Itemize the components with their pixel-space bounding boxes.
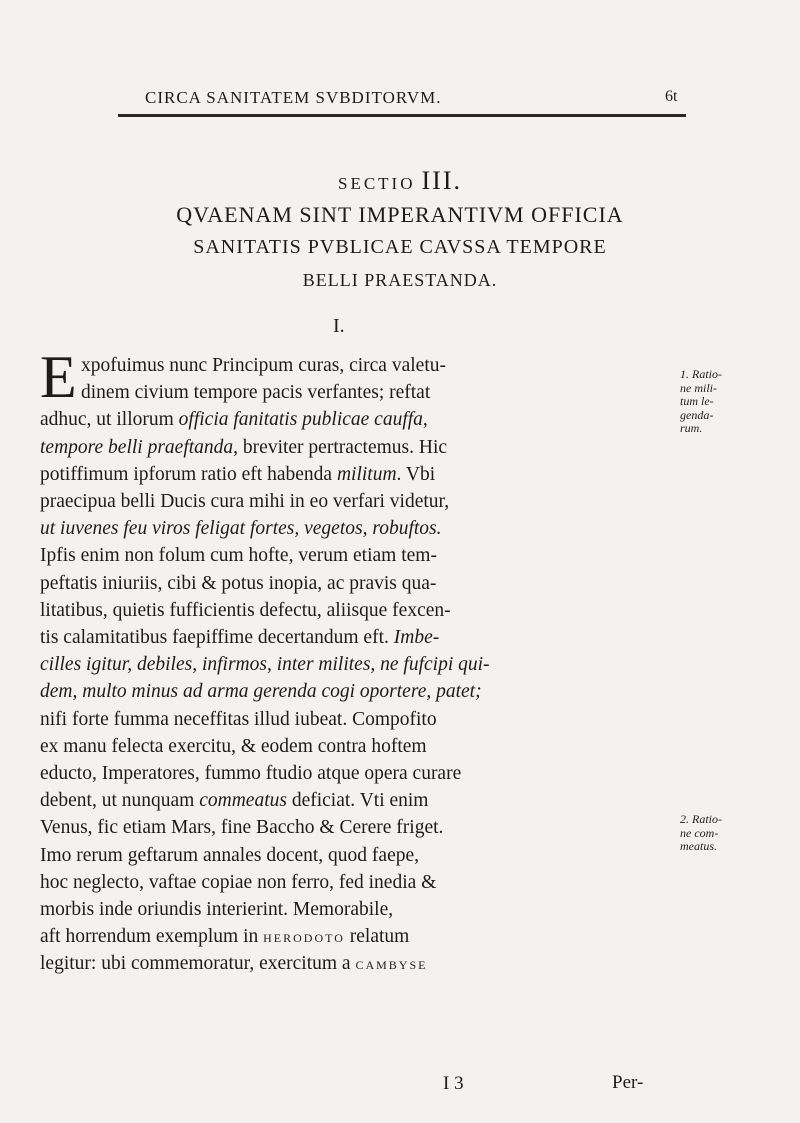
- text-line: cilles igitur, debiles, infirmos, inter milites, ne fufcipi qui-: [40, 654, 490, 676]
- section-label: SECTIO: [338, 174, 416, 193]
- paragraph-number: I.: [333, 315, 345, 337]
- text-line: aft horrendum exemplum in herodoto relatum: [40, 926, 410, 948]
- text-line: nifi forte fumma neceffitas illud iubeat. Compofito: [40, 708, 437, 730]
- text-line: peftatis iniuriis, cibi & potus inopia, ac pravis qua-: [40, 572, 437, 594]
- text-line: dinem civium tempore pacis verfantes; reftat: [81, 382, 431, 404]
- drop-cap: E: [40, 344, 77, 410]
- title-line-1: QVAENAM SINT IMPERANTIVM OFFICIA: [176, 202, 624, 227]
- title-line-2: SANITATIS PVBLICAE CAVSSA TEMPORE: [193, 236, 607, 258]
- running-title: CIRCA SANITATEM SVBDITORVM.: [145, 88, 442, 107]
- body-text: [40, 352, 670, 978]
- text-line: educto, Imperatores, fummo ftudio atque opera curare: [40, 763, 462, 785]
- text-line: potiffimum ipforum ratio eft habenda militum. Vbi: [40, 463, 436, 485]
- title-line-3: BELLI PRAESTANDA.: [302, 270, 498, 290]
- text-line: dem, multo minus ad arma gerenda cogi oportere, patet;: [40, 681, 482, 703]
- text-line: morbis inde oriundis interierint. Memorabile,: [40, 899, 394, 921]
- text-span: , breviter pertractemus. Hic: [233, 436, 448, 458]
- catchword: Per-: [612, 1072, 644, 1093]
- header-rule: [118, 114, 686, 117]
- text-line: debent, ut nunquam commeatus deficiat. Vti enim: [40, 790, 429, 812]
- text-line: adhuc, ut illorum officia fanitatis publicae cauffa,: [40, 409, 428, 431]
- text-line: xpofuimus nunc Principum curas, circa valetu-: [81, 355, 446, 376]
- text-line: tis calamitatibus faepiffime decertandum eft. Imbe-: [40, 627, 440, 649]
- text-line: ex manu felecta exercitu, & eodem contra hoftem: [40, 735, 427, 757]
- text-line: legitur: ubi commemoratur, exercitum a cambyse: [40, 953, 428, 975]
- text-line: Imo rerum geftarum annales docent, quod faepe,: [40, 844, 420, 866]
- text-line: Venus, fic etiam Mars, fine Baccho & Cerere friget.: [40, 817, 444, 839]
- text-line: litatibus, quietis fufficientis defectu, aliisque fexcen-: [40, 599, 451, 621]
- text-line: hoc neglecto, vaftae copiae non ferro, fed inedia &: [40, 871, 437, 893]
- margin-note-1: 1. Ratio- ne mili- tum le- genda- rum.: [680, 367, 722, 436]
- section-heading: [0, 166, 800, 196]
- section-number: III.: [421, 166, 462, 195]
- signature-mark: I 3: [443, 1073, 464, 1094]
- text-line: ut iuvenes feu viros feligat fortes, vegetos, robuftos.: [40, 518, 442, 540]
- margin-note-2: 2. Ratio- ne com- meatus.: [680, 812, 722, 854]
- page-number: 6t: [665, 88, 678, 105]
- text-line: tempore belli praeftanda, breviter pertractemus. Hic: [40, 436, 448, 458]
- text-line: Ipfis enim non folum cum hofte, verum etiam tem-: [40, 545, 437, 567]
- text-line: praecipua belli Ducis cura mihi in eo verfari videtur,: [40, 491, 450, 513]
